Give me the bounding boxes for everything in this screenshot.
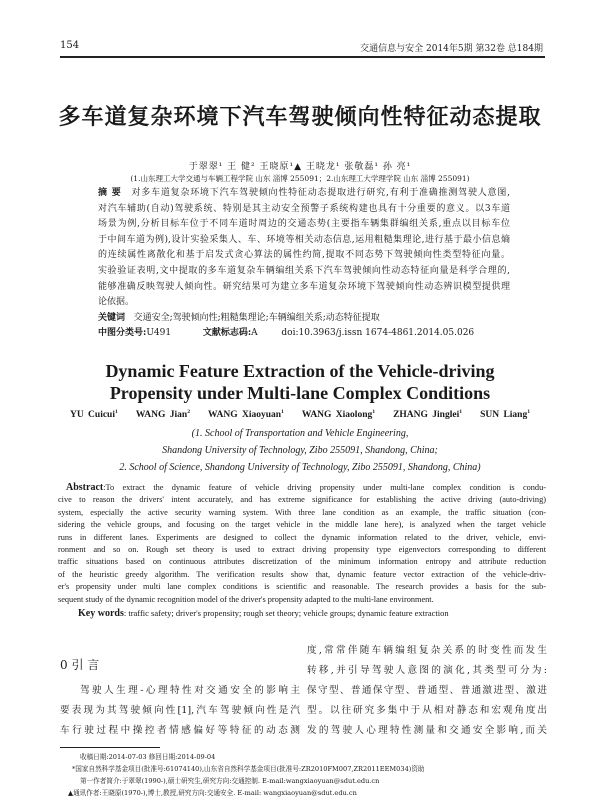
cn-abstract-line <box>98 187 510 200</box>
author-name: WANG Jian <box>135 410 188 421</box>
en-author <box>480 410 530 420</box>
author-name: SUN Liang <box>480 410 528 421</box>
en-author <box>136 410 190 420</box>
doc-code-label: 文献标志码: <box>202 328 252 338</box>
author-affiliation-mark: 1 <box>372 409 376 415</box>
en-authors <box>0 409 600 420</box>
doc-code-value: A <box>251 328 258 338</box>
en-keywords-text: : traffic safety; driver's propensity; rough set theory; vehicle groups; dynamic feature extraction <box>123 608 449 618</box>
cn-keywords-label: 关键词 <box>98 313 126 323</box>
body-text-line: 转移,并引导驾驶人意图的演化,其类型可分为: <box>307 665 547 676</box>
cn-title: 多车道复杂环境下汽车驾驶倾向性特征动态提取 <box>58 104 542 130</box>
author-affiliation-mark: 1 <box>281 409 284 415</box>
cn-abstract-line-label: 摘 要 <box>98 188 122 198</box>
footnote-first-author: 第一作者简介:于翠翠(1990-),硕士研究生,研究方向:交通控制. E-mail:wangxiaoyuan@sdut.edu.cn <box>80 777 380 785</box>
body-text-line: 度,常常伴随车辆编组复杂关系的时变性而发生 <box>307 645 547 656</box>
clc-label: 中图分类号: <box>98 328 147 338</box>
en-abstract-line: ronment and so on. Rough set theory is used to extract driving propensity type eigenvectors corresponding to different <box>58 545 546 554</box>
cn-affiliation: (1.山东理工大学交通与车辆工程学院 山东 淄博 255091；2.山东理工大学理学院 山东 淄博 255091) <box>130 174 470 183</box>
cn-authors: 于翠翠¹ 王 健² 王晓原¹▲ 王晓龙¹ 张敬磊¹ 孙 亮¹ <box>188 162 412 172</box>
en-abstract-line: cive to reason the drivers' intent accurately, and has extreme significance for establishing the active driving (auto-driving) <box>58 495 546 505</box>
en-affiliation-line-2: Shandong University of Technology, Zibo 255091, Shandong, China; <box>162 445 438 456</box>
en-title-line-1: Dynamic Feature Extraction of the Vehicle-driving <box>105 361 495 381</box>
en-abstract-line: system, especially the active security warning system. With three lane condition as an example, the traffic situation (con- <box>58 507 546 517</box>
body-text-line: 型。以往研究多集中于从相对静态和宏观角度出 <box>307 705 547 716</box>
en-abstract-line: of the heuristic greedy algorithm. The verification results show that, dynamic feature vector extraction of the vehicle-driv- <box>58 569 546 579</box>
en-author <box>393 410 462 420</box>
en-keywords-label: Key words <box>78 608 124 619</box>
en-title-line-2: Propensity under Multi-lane Complex Conditions <box>109 383 491 403</box>
en-abstract-line: traffic situations based on continuous attributes discretization of the minimum information entropy and attribute reduction <box>58 557 546 567</box>
cn-abstract-line: 的连续属性离散化和基于启发式贪心算法的属性约简,提取不同态势下驾驶倾向性类型特征向量。 <box>98 250 510 261</box>
cn-abstract-line: 场景为例,分析目标车位于不同车道时周边的交通态势(主要指车辆集群编组关系,重点以目标车位 <box>98 219 510 230</box>
cn-classification <box>98 327 474 340</box>
author-name: WANG Xiaoyuan <box>208 410 282 421</box>
author-affiliation-mark: 1 <box>459 409 463 415</box>
en-abstract-line <box>66 482 546 494</box>
author-affiliation-mark: 2 <box>187 409 191 415</box>
author-name: ZHANG Jinglei <box>393 410 460 421</box>
en-author <box>70 410 118 420</box>
author-name: YU Cuicui <box>69 410 115 421</box>
journal-info: 交通信息与安全 2014年5期 第32卷 总184期 <box>360 44 543 54</box>
en-keywords <box>78 607 449 619</box>
en-abstract-line-text: :To extract the dynamic feature of vehicle driving propensity under multi-lane complex condition is condu- <box>103 483 546 492</box>
en-abstract-line: runs in different lanes. Experiments are designed to collect the dynamic information related to the driver, vehicle, envi- <box>58 532 546 542</box>
footnote-funding: *国家自然科学基金项目(批准号:61074140),山东省自然科学基金项目(批准号:ZR2010FM007,ZR2011EEM034)资助 <box>72 765 425 773</box>
header-rule <box>60 56 545 58</box>
clc-value: U491 <box>146 328 172 338</box>
en-abstract-line: sidering the vehicle groups, and focusing on the target vehicle in the middle lane here), is analyzed when the target vehicle <box>58 520 546 530</box>
en-author <box>208 410 284 420</box>
en-abstract-line: er's propensity under multi lane complex conditions is scientific and reasonable. The research provides a basis for the sub- <box>58 582 546 592</box>
body-text-line: 车行驶过程中操控者情感偏好等特征的动态测 <box>60 725 300 736</box>
body-text-line: 保守型、普通保守型、普通型、普通激进型、激进 <box>307 685 547 696</box>
en-affiliation-line-3: 2. School of Science, Shandong University of Technology, Zibo 255091, Shandong, China) <box>119 462 481 473</box>
footnote-received: 收稿日期:2014-07-03 修回日期:2014-09-04 <box>80 753 216 761</box>
cn-keywords-text: 交通安全;驾驶倾向性;粗糙集理论;车辆编组关系;动态特征提取 <box>133 313 380 323</box>
en-author <box>302 410 375 420</box>
footnote-corresponding-author: ▲通讯作者:王晓原(1970-),博士,教授,研究方向:交通安全. E-mail: wangxiaoyuan@sdut.edu.cn <box>68 789 357 797</box>
cn-abstract-line-text: 对多车道复杂环境下汽车驾驶倾向性特征动态提取进行研究,有利于准确推测驾驶人意图, <box>131 188 510 198</box>
en-affiliation-line-1: (1. School of Transportation and Vehicle Engineering, <box>191 428 409 439</box>
body-text-line: 发的驾驶人心理特性测量和交通安全影响,而关 <box>307 725 547 736</box>
en-abstract-line-label: Abstract <box>66 482 104 493</box>
author-name: WANG Xiaolong <box>301 410 373 421</box>
doi[interactable]: doi:10.3963/j.issn 1674-4861.2014.05.026 <box>281 328 475 338</box>
footnote-rule <box>60 747 160 748</box>
cn-abstract-line: 论依据。 <box>98 297 135 308</box>
cn-keywords <box>98 312 380 325</box>
en-abstract-line: sequent study of the dynamic recognition model of the driver's propensity adapted to the multi-lane environment. <box>58 594 434 604</box>
cn-abstract-line: 实验验证表明,文中提取的多车道复杂车辆编组关系下汽车驾驶倾向性动态特征向量是科学合理的, <box>98 266 510 276</box>
author-affiliation-mark: 1 <box>527 409 531 415</box>
cn-abstract-line: 对汽车辅助(自动)驾驶系统、特别是其主动安全预警子系统构建也具有十分重要的意义。以3车道 <box>98 203 510 214</box>
page-number: 154 <box>60 40 80 51</box>
body-text-line: 要表现为其驾驶倾向性[1],汽车驾驶倾向性是汽 <box>60 705 300 716</box>
body-text-line: 驾驶人生理-心理特性对交通安全的影响主 <box>80 685 300 696</box>
author-affiliation-mark: 1 <box>114 409 118 415</box>
section-heading-introduction: 0 引 言 <box>60 658 100 672</box>
cn-abstract-line: 于中间车道为例),设计实验采集人、车、环境等相关动态信息,运用粗糙集理论,进行基于最小信息熵 <box>98 234 510 245</box>
cn-abstract-line: 能够准确反映驾驶人倾向性。研究结果可为建立多车道复杂环境下驾驶倾向性动态辨识模型提供理 <box>98 281 510 292</box>
